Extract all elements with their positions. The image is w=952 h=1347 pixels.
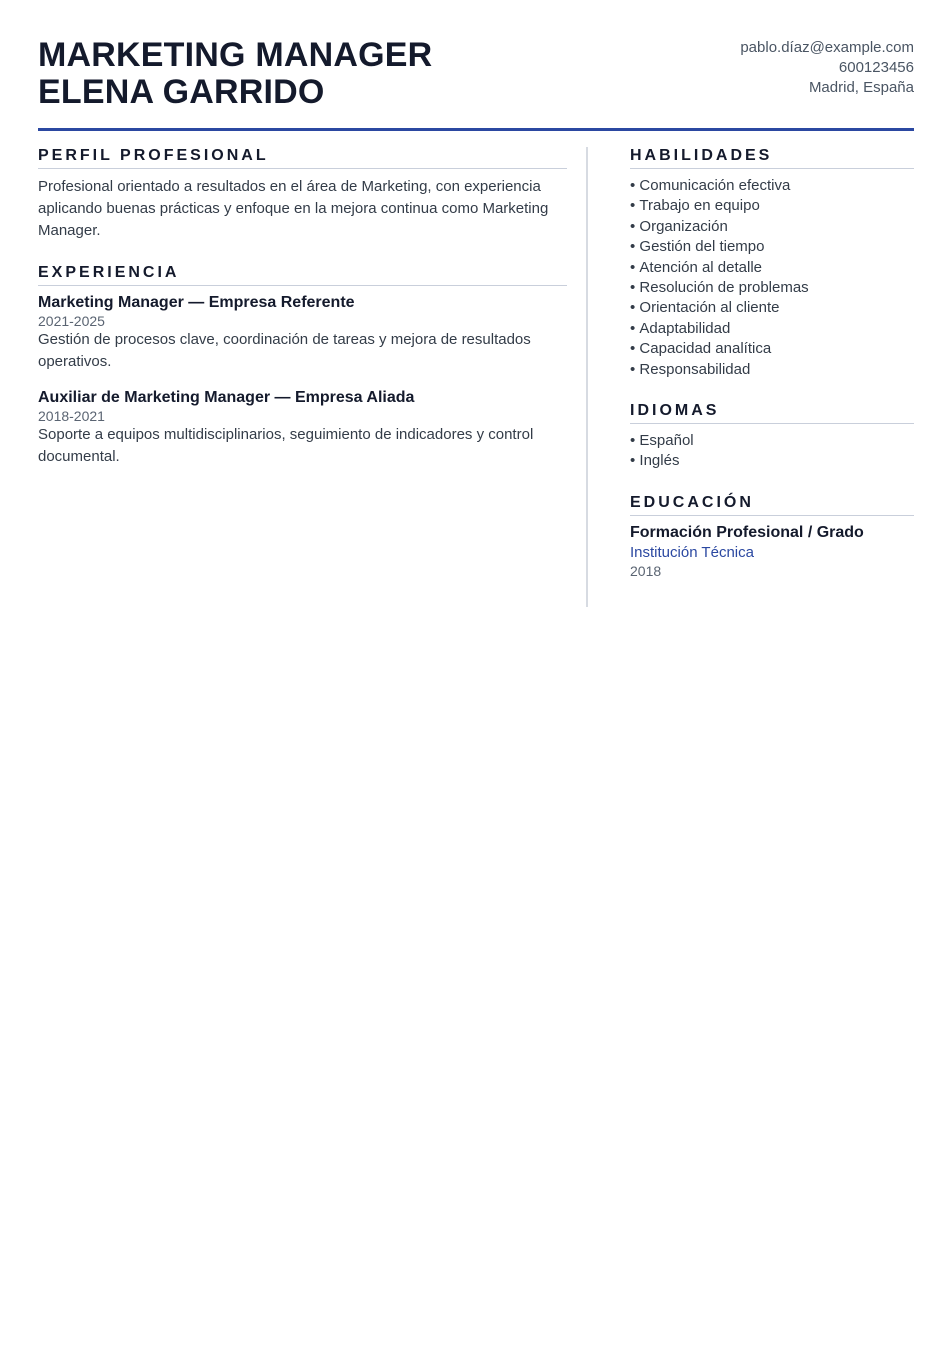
resume-header — [38, 37, 914, 128]
job-entry-title: Marketing Manager — Empresa Referente — [38, 294, 355, 311]
skill-item: • Comunicación efectiva — [630, 176, 914, 196]
experience-section — [38, 264, 567, 468]
education-year: 2018 — [630, 562, 662, 579]
language-item: • Inglés — [630, 451, 914, 471]
resume-columns — [38, 147, 914, 607]
skills-list — [630, 176, 914, 380]
languages-section — [630, 402, 914, 472]
languages-list — [630, 431, 914, 472]
job-entry-dates: 2021-2025 — [38, 313, 105, 329]
education-heading: EDUCACIÓN — [630, 494, 914, 516]
contact-phone[interactable]: 600123456 — [838, 59, 914, 76]
skill-item: • Responsabilidad — [630, 360, 914, 380]
contact-email[interactable]: pablo.díaz@example.com — [740, 39, 914, 56]
skill-item: • Organización — [630, 217, 914, 237]
job-title-heading: MARKETING MANAGER — [38, 36, 433, 74]
skill-item: • Trabajo en equipo — [630, 196, 914, 216]
education-degree: Formación Profesional / Grado — [630, 523, 864, 541]
profile-section — [38, 147, 567, 242]
job-entry — [38, 388, 567, 468]
profile-text: Profesional orientado a resultados en el área de Marketing, con experiencia aplicando buenas prácticas y enfoque en la mejora continua como Marketing Manager. — [38, 178, 549, 239]
skills-heading: HABILIDADES — [630, 147, 914, 169]
skill-item: • Resolución de problemas — [630, 278, 914, 298]
job-entry-dates: 2018-2021 — [38, 408, 105, 424]
profile-heading: PERFIL PROFESIONAL — [38, 147, 567, 169]
name-title-block — [38, 37, 432, 111]
languages-heading: IDIOMAS — [630, 402, 914, 424]
header-divider — [38, 128, 914, 131]
job-entry — [38, 293, 567, 373]
skill-item: • Atención al detalle — [630, 258, 914, 278]
contact-location: Madrid, España — [808, 79, 914, 96]
person-name-heading: ELENA GARRIDO — [38, 73, 325, 111]
education-institution: Institución Técnica — [630, 543, 754, 561]
skill-item: • Capacidad analítica — [630, 339, 914, 359]
skill-item: • Gestión del tiempo — [630, 237, 914, 257]
job-entry-title: Auxiliar de Marketing Manager — Empresa Aliada — [38, 389, 415, 406]
contact-info — [740, 37, 914, 98]
skill-item: • Adaptabilidad — [630, 319, 914, 339]
job-entry-description: Gestión de procesos clave, coordinación de tareas y mejora de resultados operativos. — [38, 331, 531, 370]
education-section — [630, 494, 914, 581]
language-item: • Español — [630, 431, 914, 451]
job-entry-description: Soporte a equipos multidisciplinarios, seguimiento de indicadores y control documental. — [38, 426, 534, 465]
right-column — [588, 147, 914, 607]
left-column — [38, 147, 588, 607]
experience-heading: EXPERIENCIA — [38, 264, 567, 286]
skill-item: • Orientación al cliente — [630, 298, 914, 318]
skills-section — [630, 147, 914, 380]
